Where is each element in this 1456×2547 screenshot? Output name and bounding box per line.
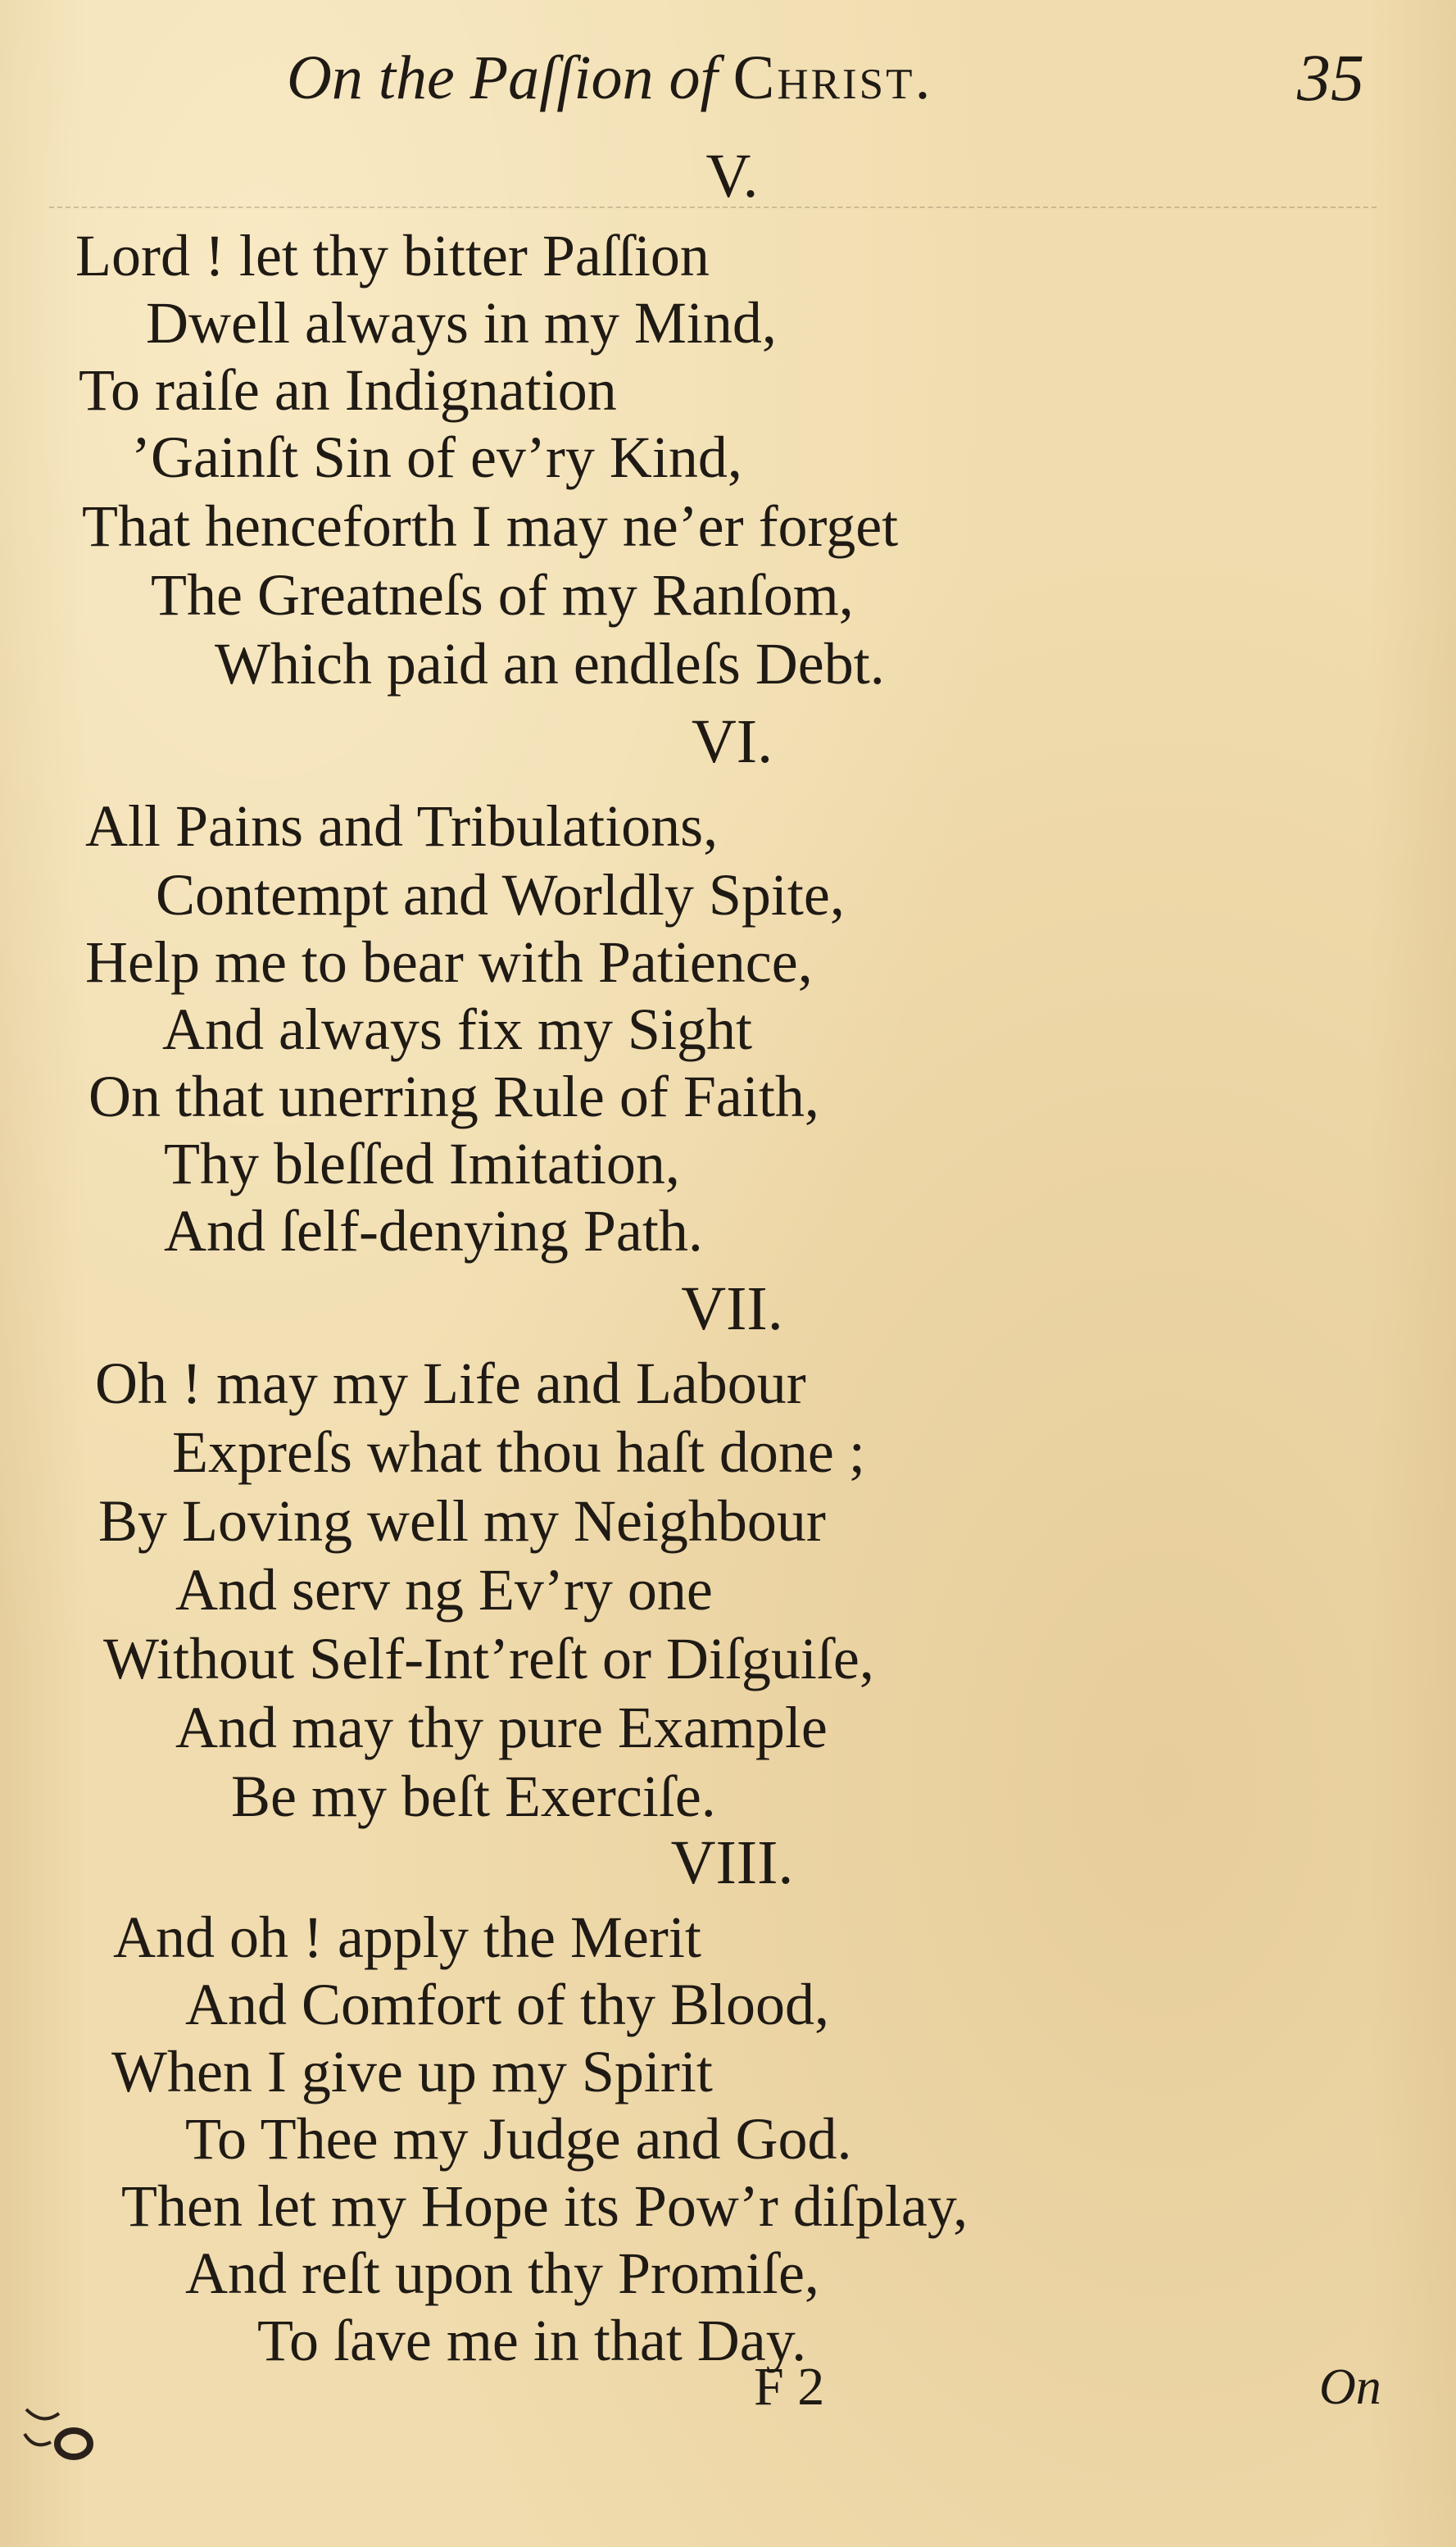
verse-line: Without Self-Int’reſt or Diſguiſe, [103, 1626, 874, 1691]
verse-line: Oh ! may my Life and Labour [95, 1351, 806, 1416]
verse-line: And may thy pure Example [175, 1695, 828, 1760]
running-head-title: On the Paſſion of [287, 43, 718, 112]
verse-line: That henceforth I may ne’er forget [82, 493, 899, 559]
verse-line: To ſave me in that Day. [257, 2308, 807, 2373]
verse-line: By Loving well my Neighbour [98, 1488, 826, 1554]
verse-line: Dwell always in my Mind, [146, 290, 777, 356]
verse-line: To Thee my Judge and God. [185, 2106, 852, 2172]
verse-line: To raiſe an Indignation [79, 357, 617, 423]
ink-flourish-icon [18, 2377, 116, 2491]
running-head [287, 33, 1139, 123]
verse-line: Be my beſt Exerciſe. [231, 1764, 716, 1829]
verse-line: And reſt upon thy Promiſe, [185, 2241, 819, 2306]
verse-line: Help me to bear with Patience, [85, 929, 813, 995]
running-head-name: Christ. [733, 43, 933, 112]
stanza-number: V. [705, 142, 759, 211]
catchword: On [1319, 2359, 1381, 2415]
page-number: 35 [1297, 40, 1364, 115]
verse-line: On that unerring Rule of Faith, [88, 1064, 819, 1129]
verse-line: Thy bleſſed Imitation, [164, 1131, 680, 1196]
verse-line: Expreſs what thou haſt done ; [172, 1419, 865, 1485]
verse-line: Contempt and Worldly Spite, [156, 862, 845, 928]
stanza-number: VIII. [670, 1828, 794, 1897]
verse-line: Lord ! let thy bitter Paſſion [75, 223, 710, 288]
verse-line: Then let my Hope its Pow’r diſplay, [121, 2173, 968, 2239]
verse-line: Which paid an endleſs Debt. [215, 631, 885, 697]
verse-line: All Pains and Tribulations, [85, 793, 719, 859]
stanza-number: VII. [681, 1274, 783, 1343]
verse-line: And always fix my Sight [162, 997, 752, 1062]
verse-line: The Greatneſs of my Ranſom, [151, 562, 854, 628]
verse-line: When I give up my Spirit [111, 2039, 713, 2104]
verse-line: And oh ! apply the Merit [113, 1905, 701, 1970]
stanza-number: VI. [691, 707, 773, 776]
verse-line: ’Gainſt Sin of ev’ry Kind, [131, 424, 742, 490]
verse-line: And ſelf-denying Path. [164, 1198, 703, 1264]
verse-line: And serv ng Ev’ry one [175, 1557, 713, 1623]
signature-mark: F 2 [754, 2357, 825, 2417]
verse-line: And Comfort of thy Blood, [185, 1972, 829, 2037]
